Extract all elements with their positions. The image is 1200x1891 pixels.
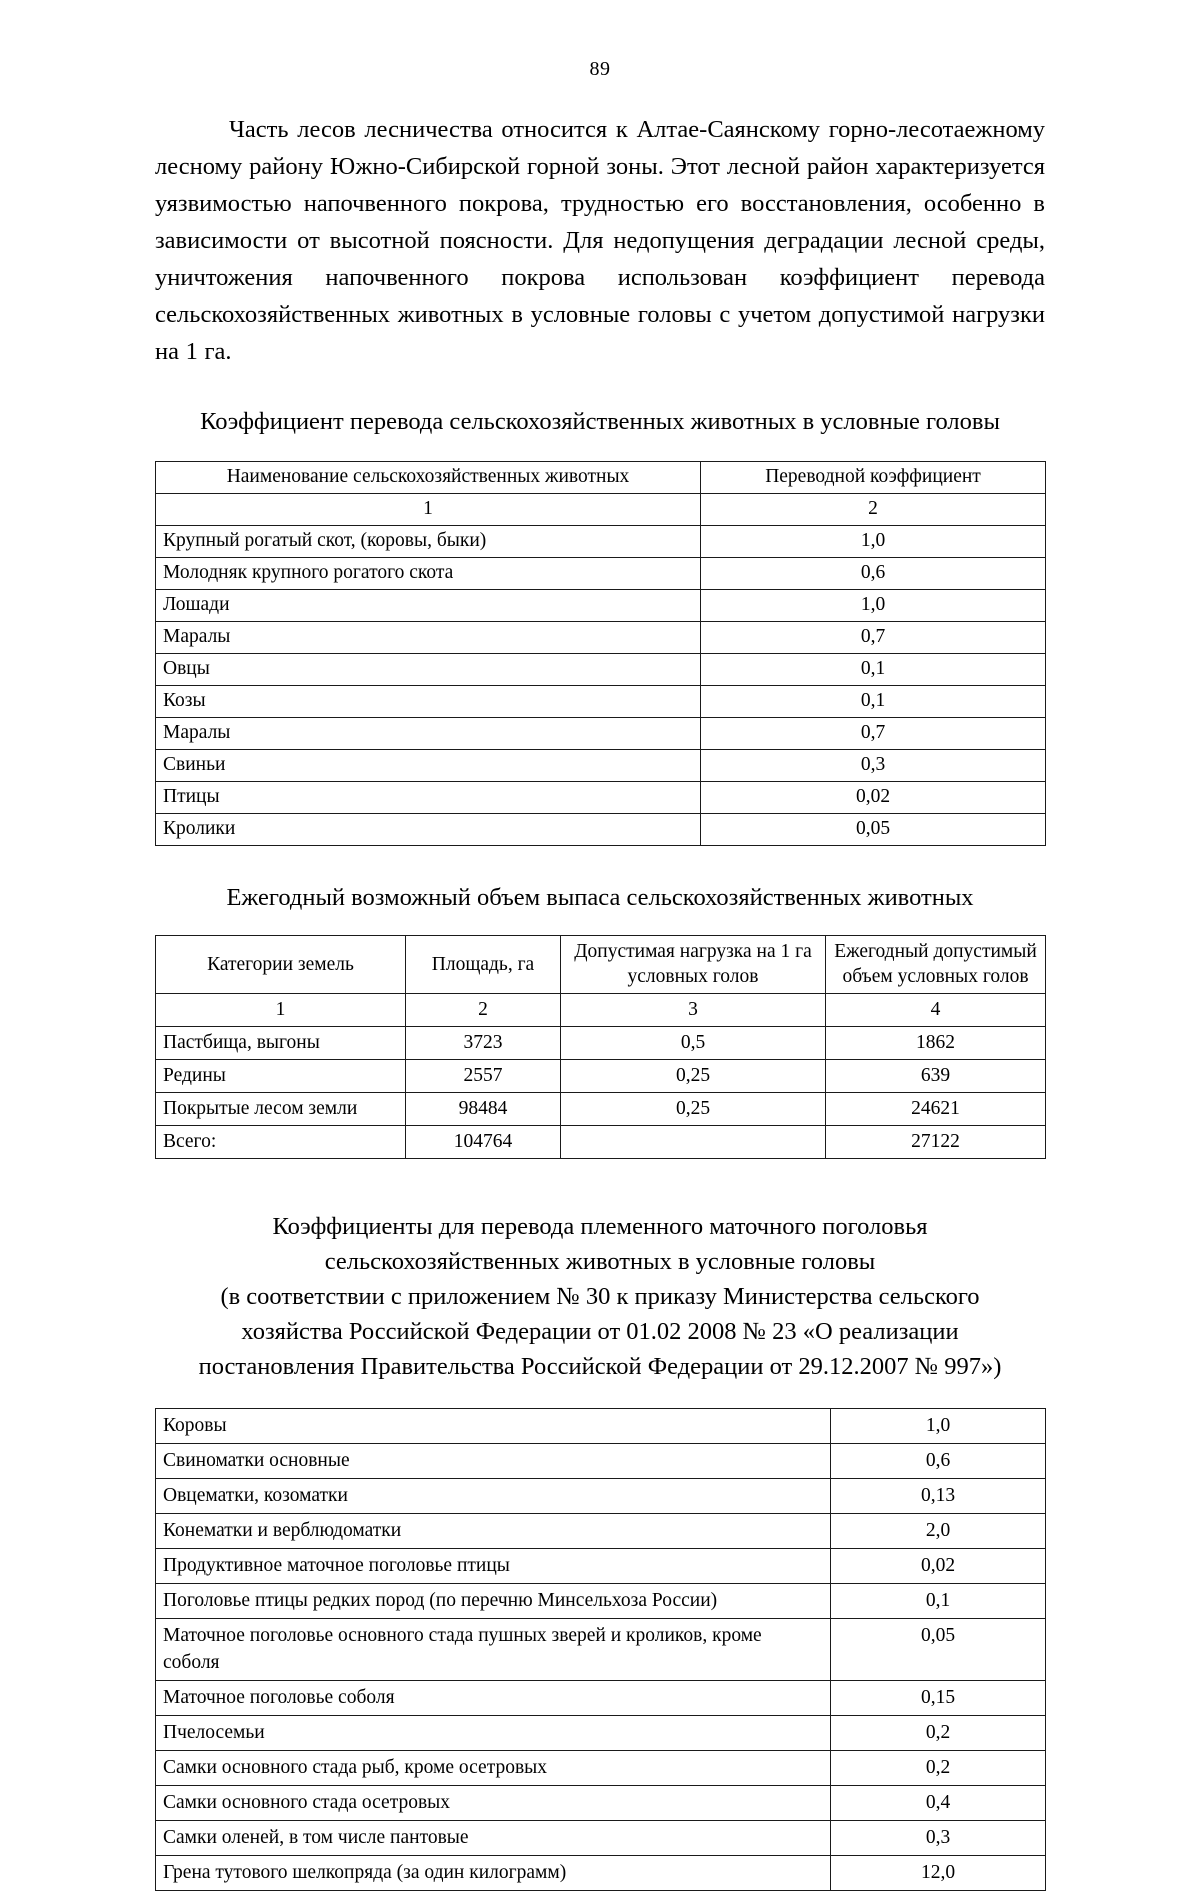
table-row	[156, 1619, 1046, 1681]
table2-cell-category: Пастбища, выгоны	[156, 1027, 406, 1060]
table3-cell-value: 12,0	[831, 1856, 1046, 1891]
table3-title-line-3: (в соответствии с приложением № 30 к приказу Министерства сельского	[220, 1283, 980, 1310]
table3-cell-value: 0,13	[831, 1479, 1046, 1514]
table3-cell-name: Самки основного стада рыб, кроме осетровых	[156, 1751, 831, 1786]
table2-cell-load: 0,25	[561, 1060, 826, 1093]
table3-cell-value: 1,0	[831, 1409, 1046, 1444]
table2-cell-area: 3723	[406, 1027, 561, 1060]
table-row	[156, 1093, 1046, 1126]
table-total-row	[156, 1126, 1046, 1159]
table3-cell-name: Маточное поголовье основного стада пушных зверей и кроликов, кроме соболя	[156, 1619, 831, 1681]
table3-title-line-2: сельскохозяйственных животных в условные головы	[324, 1248, 876, 1275]
table3-body	[156, 1409, 1046, 1891]
table1-cell-value: 1,0	[701, 590, 1046, 622]
table-row	[156, 590, 1046, 622]
table1-title	[155, 404, 1045, 439]
table3-cell-name: Самки основного стада осетровых	[156, 1786, 831, 1821]
table-row	[156, 622, 1046, 654]
table3-cell-name: Поголовье птицы редких пород (по перечню Минсельхоза России)	[156, 1584, 831, 1619]
page-content	[155, 111, 1045, 1891]
table-column-number-row	[156, 994, 1046, 1027]
table1-cell-name: Птицы	[156, 782, 701, 814]
table1-cell-name: Свиньи	[156, 750, 701, 782]
table1-cell-value: 0,02	[701, 782, 1046, 814]
table-row	[156, 686, 1046, 718]
table3-cell-value: 0,4	[831, 1786, 1046, 1821]
annual-grazing-volume-table	[155, 935, 1046, 1159]
table3-cell-name: Продуктивное маточное поголовье птицы	[156, 1549, 831, 1584]
table3-title-line-4: хозяйства Российской Федерации от 01.02 2008 № 23 «О реализации	[241, 1318, 959, 1345]
table3-cell-name: Свиноматки основные	[156, 1444, 831, 1479]
table3-title-line-1: Коэффициенты для перевода племенного маточного поголовья	[272, 1213, 928, 1240]
table3-cell-value: 0,05	[831, 1619, 1046, 1681]
table-row	[156, 1716, 1046, 1751]
table3-cell-value: 2,0	[831, 1514, 1046, 1549]
table1-cell-name: Молодняк крупного рогатого скота	[156, 558, 701, 590]
table-row	[156, 782, 1046, 814]
table1-title-line-1: Коэффициент перевода сельскохозяйственных животных	[200, 408, 797, 435]
table-row	[156, 1786, 1046, 1821]
table-row	[156, 1027, 1046, 1060]
table2-header-load: Допустимая нагрузка на 1 га условных голов	[561, 936, 826, 994]
conversion-coefficient-table	[155, 461, 1046, 846]
table2-header-category: Категории земель	[156, 936, 406, 994]
table3-title	[155, 1209, 1045, 1384]
table1-cell-value: 0,7	[701, 718, 1046, 750]
table1-cell-value: 1,0	[701, 526, 1046, 558]
table-row	[156, 1856, 1046, 1891]
table1-cell-value: 0,05	[701, 814, 1046, 846]
table1-cell-name: Крупный рогатый скот, (коровы, быки)	[156, 526, 701, 558]
table1-cell-value: 0,7	[701, 622, 1046, 654]
document-page	[0, 58, 1200, 1883]
table1-header-coefficient: Переводной коэффициент	[701, 462, 1046, 494]
table2-header-area: Площадь, га	[406, 936, 561, 994]
table3-cell-name: Коровы	[156, 1409, 831, 1444]
table-row	[156, 1584, 1046, 1619]
table2-colnum-2: 2	[406, 994, 561, 1027]
table3-cell-name: Самки оленей, в том числе пантовые	[156, 1821, 831, 1856]
table-row	[156, 1681, 1046, 1716]
table2-cell-area: 2557	[406, 1060, 561, 1093]
table3-cell-name: Конематки и верблюдоматки	[156, 1514, 831, 1549]
table2-cell-load: 0,25	[561, 1093, 826, 1126]
table1-cell-name: Маралы	[156, 718, 701, 750]
table3-cell-name: Грена тутового шелкопряда (за один килограмм)	[156, 1856, 831, 1891]
table1-cell-name: Овцы	[156, 654, 701, 686]
table-row	[156, 814, 1046, 846]
table1-cell-value: 0,1	[701, 654, 1046, 686]
table-header-row	[156, 936, 1046, 994]
table3-cell-value: 0,3	[831, 1821, 1046, 1856]
table2-cell-load	[561, 1126, 826, 1159]
table2-cell-category: Покрытые лесом земли	[156, 1093, 406, 1126]
table2-cell-volume: 1862	[826, 1027, 1046, 1060]
table2-cell-category: Редины	[156, 1060, 406, 1093]
table3-cell-name: Маточное поголовье соболя	[156, 1681, 831, 1716]
table-row	[156, 654, 1046, 686]
table1-cell-value: 0,1	[701, 686, 1046, 718]
table3-title-line-5: постановления Правительства Российской Федерации от 29.12.2007 № 997»)	[198, 1353, 1002, 1380]
intro-paragraph: Часть лесов лесничества относится к Алтае-Саянскому горно-лесотаежному лесному району Южно-Сибирской горной зоны. Этот лесной район характеризуется уязвимостью напочвенного покрова, трудностью его восстановления, особенно в зависимости от высотной поясности. Для недопущения деградации лесной среды, уничтожения напочвенного покрова использован коэффициент перевода сельскохозяйственных животных в условные головы с учетом допустимой нагрузки на 1 га.	[155, 116, 1045, 365]
table-header-row	[156, 462, 1046, 494]
table-row	[156, 1821, 1046, 1856]
table1-colnum-2: 2	[701, 494, 1046, 526]
table3-cell-name: Пчелосемьи	[156, 1716, 831, 1751]
table1-header-name: Наименование сельскохозяйственных животных	[156, 462, 701, 494]
table3-cell-name: Овцематки, козоматки	[156, 1479, 831, 1514]
table2-cell-load: 0,5	[561, 1027, 826, 1060]
table-row	[156, 558, 1046, 590]
table2-title: Ежегодный возможный объем выпаса сельскохозяйственных животных	[226, 884, 974, 911]
table1-cell-name: Козы	[156, 686, 701, 718]
table2-header-volume: Ежегодный допустимый объем условных голов	[826, 936, 1046, 994]
table2-colnum-1: 1	[156, 994, 406, 1027]
breeding-stock-coefficients-table	[155, 1408, 1046, 1891]
table2-cell-area: 104764	[406, 1126, 561, 1159]
table1-body	[156, 526, 1046, 846]
table-row	[156, 1479, 1046, 1514]
page-number: 89	[589, 58, 611, 80]
table2-cell-area: 98484	[406, 1093, 561, 1126]
table1-title-line-2: в условные головы	[802, 408, 1000, 435]
table2-body	[156, 1027, 1046, 1159]
table3-cell-value: 0,15	[831, 1681, 1046, 1716]
table1-cell-value: 0,6	[701, 558, 1046, 590]
table-row	[156, 1751, 1046, 1786]
table3-cell-value: 0,1	[831, 1584, 1046, 1619]
table2-cell-volume: 27122	[826, 1126, 1046, 1159]
table-row	[156, 1444, 1046, 1479]
table3-cell-value: 0,02	[831, 1549, 1046, 1584]
table3-cell-value: 0,2	[831, 1716, 1046, 1751]
table1-cell-name: Лошади	[156, 590, 701, 622]
table-row	[156, 526, 1046, 558]
table-row	[156, 1549, 1046, 1584]
table2-cell-volume: 24621	[826, 1093, 1046, 1126]
table-row	[156, 750, 1046, 782]
table-row	[156, 718, 1046, 750]
table1-cell-value: 0,3	[701, 750, 1046, 782]
table3-cell-value: 0,2	[831, 1751, 1046, 1786]
table2-cell-volume: 639	[826, 1060, 1046, 1093]
table2-colnum-4: 4	[826, 994, 1046, 1027]
table-row	[156, 1409, 1046, 1444]
table1-colnum-1: 1	[156, 494, 701, 526]
table3-cell-value: 0,6	[831, 1444, 1046, 1479]
table1-cell-name: Маралы	[156, 622, 701, 654]
table-column-number-row	[156, 494, 1046, 526]
table1-cell-name: Кролики	[156, 814, 701, 846]
table2-colnum-3: 3	[561, 994, 826, 1027]
table-row	[156, 1060, 1046, 1093]
table2-cell-category: Всего:	[156, 1126, 406, 1159]
table-row	[156, 1514, 1046, 1549]
